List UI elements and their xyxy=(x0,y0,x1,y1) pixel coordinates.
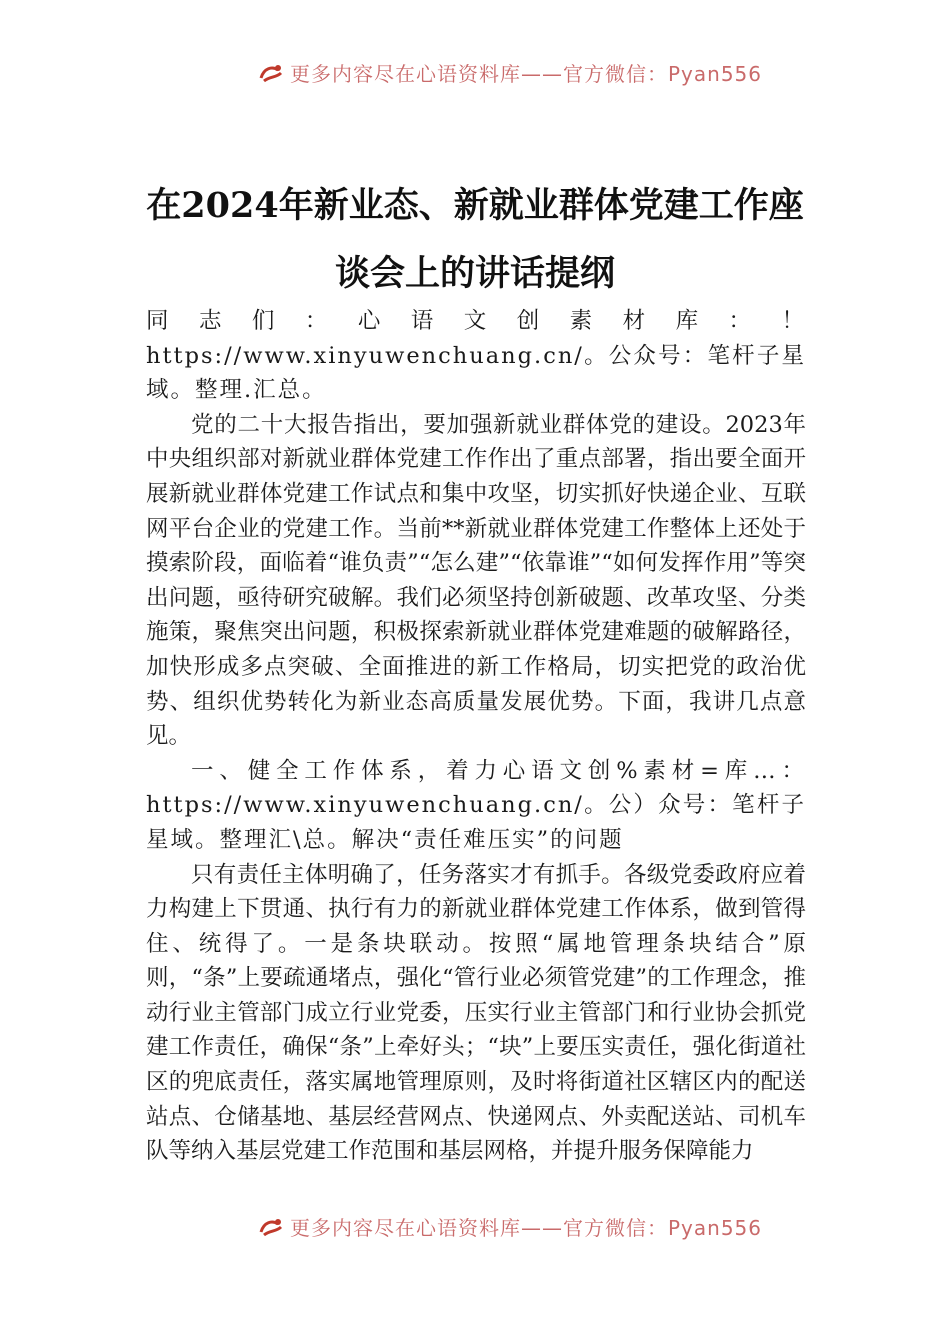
red-seal-logo-icon xyxy=(258,1216,284,1238)
watermark-text: 更多内容尽在心语资料库——官方微信：Pyan556 xyxy=(290,1216,763,1240)
red-seal-logo-icon xyxy=(258,62,284,84)
section-heading-paragraph: 一、健全工作体系，着力心语文创%素材=库…：https://www.xinyuwenchuang.cn/。公）众号：笔杆子星域。整理汇\总。解决“责任难压实”的问题 xyxy=(146,757,806,853)
footer-watermark-banner xyxy=(0,1206,950,1242)
watermark-text: 更多内容尽在心语资料库——官方微信：Pyan556 xyxy=(290,62,763,86)
document-title-line-1: 在2024年新业态、新就业群体党建工作座 xyxy=(146,185,804,226)
document-body xyxy=(146,304,806,1169)
header-watermark-banner xyxy=(0,52,950,88)
body-paragraph: 党的二十大报告指出，要加强新就业群体党的建设。2023年中央组织部对新就业群体党建工作作出了重点部署，指出要全面开展新就业群体党建工作试点和集中攻坚，切实抓好快递企业、互联网平台企业的党建工作。当前**新就业群体党建工作整体上还处于摸索阶段，面临着“谁负责”“怎么建”“依靠谁”“如何发挥作用”等突出问题，亟待研究破解。我们必须坚持创新破题、改革攻坚、分类施策，聚焦突出问题，积极探索新就业群体党建难题的破解路径，加快形成多点突破、全面推进的新工作格局，切实把党的政治优势、组织优势转化为新业态高质量发展优势。下面，我讲几点意见。 xyxy=(146,411,806,750)
greeting-paragraph: 同志们：心语文创素材库：！https://www.xinyuwenchuang.cn/。公众号：笔杆子星域。整理.汇总。 xyxy=(146,308,806,404)
body-paragraph: 只有责任主体明确了，任务落实才有抓手。各级党委政府应着力构建上下贯通、执行有力的新就业群体党建工作体系，做到管得住、统得了。一是条块联动。按照“属地管理条块结合”原则，“条”上要疏通堵点，强化“管行业必须管党建”的工作理念，推动行业主管部门成立行业党委，压实行业主管部门和行业协会抓党建工作责任，确保“条”上牵好头；“块”上要压实责任，强化街道社区的兜底责任，落实属地管理原则，及时将街道社区辖区内的配送站点、仓储基地、基层经营网点、快递网点、外卖配送站、司机车队等纳入基层党建工作范围和基层网格，并提升服务保障能力 xyxy=(146,861,806,1165)
document-title-line-2: 谈会上的讲话提纲 xyxy=(334,253,615,294)
